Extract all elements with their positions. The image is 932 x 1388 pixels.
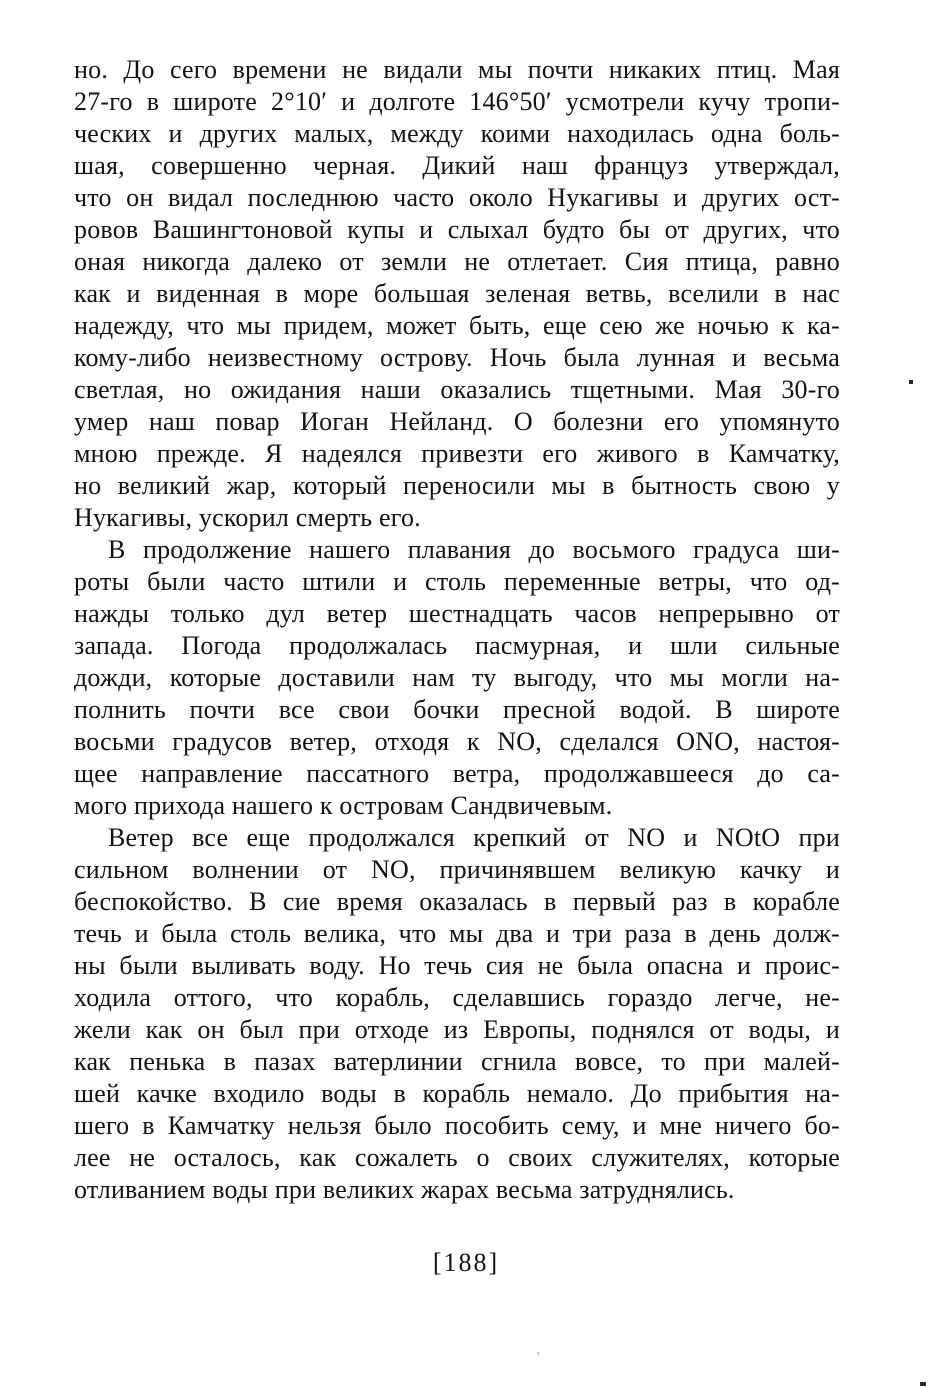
text-line: мною прежде. Я надеялся привезти его живого в Камчатку,	[74, 439, 840, 468]
text-line: что он видал последнюю часто около Нукагивы и других ост-	[74, 183, 840, 212]
text-line: запада. Погода продолжалась пасмурная, и шли сильные	[74, 631, 840, 660]
text-line: 27-го в широте 2°10′ и долготе 146°50′ усмотрели кучу тропи-	[74, 87, 840, 116]
text-line: надежду, что мы придем, может быть, еще сею же ночью к ка-	[74, 311, 840, 340]
page-number: [188]	[432, 1248, 500, 1277]
text-line: В продолжение нашего плавания до восьмого градуса ши-	[108, 535, 840, 564]
text-line: Ветер все еще продолжался крепкий от NO и NOtO при	[108, 823, 840, 852]
scan-speck	[920, 1382, 926, 1386]
text-line: восьми градусов ветер, отходя к NO, сделался ONO, настоя-	[74, 727, 840, 756]
text-line: жели как он был при отходе из Европы, поднялся от воды, и	[74, 1015, 840, 1044]
text-line: кому-либо неизвестному острову. Ночь была лунная и весьма	[74, 343, 840, 372]
text-line: мого прихода нашего к островам Сандвичевым.	[74, 791, 613, 820]
text-line: но. До сего времени не видали мы почти никаких птиц. Мая	[74, 55, 840, 84]
scan-speck	[537, 1352, 539, 1355]
text-line: шего в Камчатку нельзя было пособить сему, и мне ничего бо-	[74, 1111, 840, 1140]
text-line: но великий жар, который переносили мы в бытность свою у	[74, 471, 840, 500]
text-line: дожди, которые доставили нам ту выгоду, что мы могли на-	[74, 663, 840, 692]
text-line: ческих и других малых, между коими находилась одна боль-	[74, 119, 840, 148]
text-line: умер наш повар Иоган Нейланд. О болезни его упомянуто	[74, 407, 840, 436]
text-line: Нукагивы, ускорил смерть его.	[74, 503, 421, 532]
text-line: беспокойство. В сие время оказалась в первый раз в корабле	[74, 887, 840, 916]
text-line: нажды только дул ветер шестнадцать часов непрерывно от	[74, 599, 840, 628]
text-line: шая, совершенно черная. Дикий наш француз утверждал,	[74, 151, 840, 180]
text-line: отливанием воды при великих жарах весьма затруднялись.	[74, 1175, 735, 1204]
text-line: оная никогда далеко от земли не отлетает. Сия птица, равно	[74, 247, 840, 276]
text-line: щее направление пассатного ветра, продолжавшееся до са-	[74, 759, 840, 788]
text-line: лее не осталось, как сожалеть о своих служителях, которые	[74, 1143, 840, 1172]
text-line: сильном волнении от NO, причинявшем великую качку и	[74, 855, 840, 884]
paragraph	[74, 534, 840, 822]
scan-speck	[909, 380, 913, 384]
text-line: роты были часто штили и столь переменные ветры, что од-	[74, 567, 840, 596]
text-line: как и виденная в море большая зеленая ветвь, вселили в нас	[74, 279, 840, 308]
text-line: как пенька в пазах ватерлинии сгнила вовсе, то при малей-	[74, 1047, 840, 1076]
text-line: течь и была столь велика, что мы два и три раза в день долж-	[74, 919, 840, 948]
text-line: светлая, но ожидания наши оказались тщетными. Мая 30-го	[74, 375, 840, 404]
text-line: ходила оттого, что корабль, сделавшись гораздо легче, не-	[74, 983, 840, 1012]
text-line: шей качке входило воды в корабль немало. До прибытия на-	[74, 1079, 840, 1108]
body-text	[74, 54, 840, 1206]
paragraph	[74, 822, 840, 1206]
text-line: полнить почти все свои бочки пресной водой. В широте	[74, 695, 840, 724]
text-line: ны были выливать воду. Но течь сия не была опасна и проис-	[74, 951, 840, 980]
text-line: ровов Вашингтоновой купы и слыхал будто бы от других, что	[74, 215, 840, 244]
paragraph	[74, 54, 840, 534]
